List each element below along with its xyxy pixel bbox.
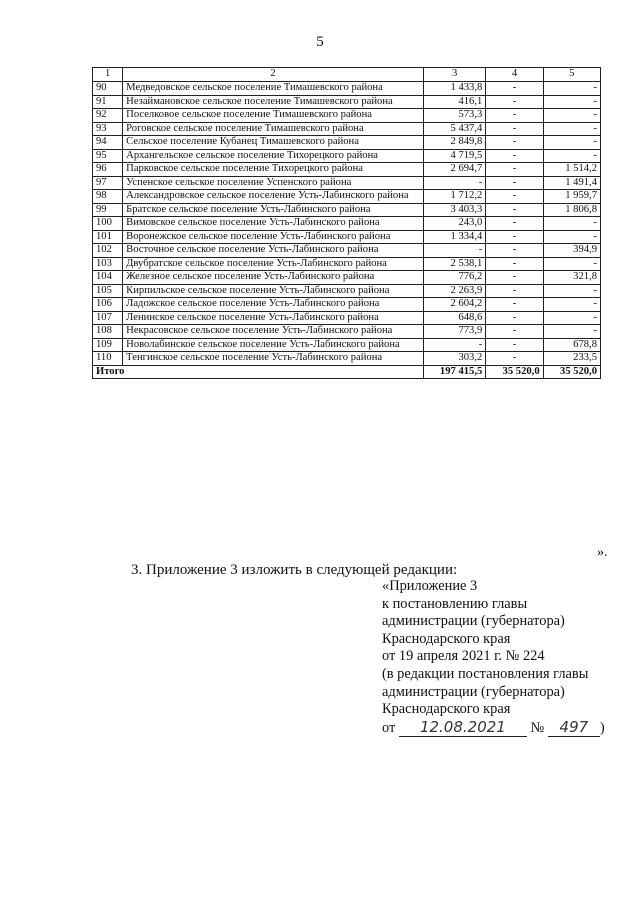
settlement-name: Успенское сельское поселение Успенского района	[123, 176, 424, 190]
col3-value: 573,3	[423, 109, 485, 123]
col5-value: 321,8	[543, 271, 600, 285]
settlement-name: Архангельское сельское поселение Тихорецкого района	[123, 149, 424, 163]
closing-quote: ».	[597, 545, 608, 560]
appendix-line: «Приложение 3	[382, 578, 478, 594]
handwritten-number: 497	[548, 719, 600, 738]
total-col4: 35 520,0	[486, 365, 543, 379]
col5-value: 1 806,8	[543, 203, 600, 217]
col3-value: 2 849,8	[423, 136, 485, 150]
row-number: 103	[93, 257, 123, 271]
row-number: 101	[93, 230, 123, 244]
header-col-4: 4	[486, 68, 543, 82]
settlement-name: Восточное сельское поселение Усть-Лабинского района	[123, 244, 424, 258]
col3-value: 776,2	[423, 271, 485, 285]
table-row	[93, 149, 601, 163]
settlement-name: Братское сельское поселение Усть-Лабинского района	[123, 203, 424, 217]
col4-value: -	[486, 257, 543, 271]
row-number: 99	[93, 203, 123, 217]
total-col3: 197 415,5	[423, 365, 485, 379]
col4-value: -	[486, 298, 543, 312]
table-row	[93, 82, 601, 96]
col3-value: -	[423, 244, 485, 258]
table-row	[93, 257, 601, 271]
col5-value: -	[543, 82, 600, 96]
table-row	[93, 298, 601, 312]
page-number: 5	[316, 34, 324, 50]
col5-value: -	[543, 217, 600, 231]
settlement-name: Железное сельское поселение Усть-Лабинского района	[123, 271, 424, 285]
col4-value: -	[486, 311, 543, 325]
table-row	[93, 176, 601, 190]
appendix-line: от 19 апреля 2021 г. № 224	[382, 648, 545, 665]
settlement-name: Ленинское сельское поселение Усть-Лабинского района	[123, 311, 424, 325]
table-row	[93, 230, 601, 244]
settlement-name: Новолабинское сельское поселение Усть-Лабинского района	[123, 338, 424, 352]
row-number: 95	[93, 149, 123, 163]
col3-value: 2 538,1	[423, 257, 485, 271]
row-number: 104	[93, 271, 123, 285]
row-number: 110	[93, 352, 123, 366]
col3-value: 648,6	[423, 311, 485, 325]
table-row	[93, 217, 601, 231]
row-number: 94	[93, 136, 123, 150]
col5-value: -	[543, 311, 600, 325]
table-row	[93, 244, 601, 258]
row-number: 108	[93, 325, 123, 339]
col4-value: -	[486, 271, 543, 285]
col4-value: -	[486, 352, 543, 366]
appendix-line: администрации (губернатора)	[382, 613, 565, 630]
appendix-line: (в редакции постановления главы	[382, 665, 589, 682]
col5-value: -	[543, 284, 600, 298]
settlement-name: Поселковое сельское поселение Тимашевского района	[123, 109, 424, 123]
settlement-name: Кирпильское сельское поселение Усть-Лабинского района	[123, 284, 424, 298]
row-number: 100	[93, 217, 123, 231]
col4-value: -	[486, 230, 543, 244]
table-row	[93, 109, 601, 123]
row-number: 93	[93, 122, 123, 136]
col3-value: 1 334,4	[423, 230, 485, 244]
settlement-name: Двубратское сельское поселение Усть-Лабинского района	[123, 257, 424, 271]
col5-value: -	[543, 298, 600, 312]
table-row	[93, 203, 601, 217]
amendment-text: 3. Приложение 3 изложить в следующей редакции:	[131, 562, 458, 578]
settlement-name: Медведовское сельское поселение Тимашевского района	[123, 82, 424, 96]
col5-value: 678,8	[543, 338, 600, 352]
col4-value: -	[486, 338, 543, 352]
col5-value: -	[543, 122, 600, 136]
col5-value: 233,5	[543, 352, 600, 366]
col5-value: -	[543, 149, 600, 163]
col5-value: -	[543, 230, 600, 244]
row-number: 105	[93, 284, 123, 298]
col5-value: -	[543, 95, 600, 109]
col5-value: -	[543, 136, 600, 150]
table-row	[93, 163, 601, 177]
appendix-date-line	[382, 719, 632, 738]
appendix-line: Краснодарского края	[382, 630, 511, 647]
col4-value: -	[486, 95, 543, 109]
col4-value: -	[486, 284, 543, 298]
table-row	[93, 122, 601, 136]
row-number: 102	[93, 244, 123, 258]
col4-value: -	[486, 244, 543, 258]
ot-label: от	[382, 719, 396, 736]
settlement-name: Вимовское сельское поселение Усть-Лабинского района	[123, 217, 424, 231]
col4-value: -	[486, 109, 543, 123]
appendix-line: к постановлению главы	[382, 595, 528, 612]
settlement-name: Роговское сельское поселение Тимашевского района	[123, 122, 424, 136]
handwritten-date: 12.08.2021	[399, 719, 527, 738]
table-row	[93, 136, 601, 150]
col4-value: -	[486, 82, 543, 96]
header-col-5: 5	[543, 68, 600, 82]
col3-value: -	[423, 176, 485, 190]
row-number: 96	[93, 163, 123, 177]
budget-table	[92, 67, 601, 379]
appendix-line: администрации (губернатора)	[382, 683, 565, 700]
settlement-name: Ладожское сельское поселение Усть-Лабинского района	[123, 298, 424, 312]
number-label: №	[530, 719, 545, 736]
col5-value: 1 514,2	[543, 163, 600, 177]
header-col-3: 3	[423, 68, 485, 82]
closing-paren: )	[599, 719, 605, 736]
col4-value: -	[486, 190, 543, 204]
table-row	[93, 338, 601, 352]
header-col-2: 2	[123, 68, 424, 82]
row-number: 109	[93, 338, 123, 352]
row-number: 97	[93, 176, 123, 190]
col3-value: 303,2	[423, 352, 485, 366]
col3-value: 773,9	[423, 325, 485, 339]
col4-value: -	[486, 203, 543, 217]
col3-value: 416,1	[423, 95, 485, 109]
table-header-row	[93, 68, 601, 82]
row-number: 91	[93, 95, 123, 109]
settlement-name: Воронежское сельское поселение Усть-Лабинского района	[123, 230, 424, 244]
col5-value: -	[543, 257, 600, 271]
settlement-name: Александровское сельское поселение Усть-Лабинского района	[123, 190, 424, 204]
row-number: 90	[93, 82, 123, 96]
total-col5: 35 520,0	[543, 365, 600, 379]
col3-value: 2 263,9	[423, 284, 485, 298]
table-row	[93, 284, 601, 298]
row-number: 98	[93, 190, 123, 204]
header-col-1: 1	[93, 68, 123, 82]
row-number: 92	[93, 109, 123, 123]
col3-value: -	[423, 338, 485, 352]
col4-value: -	[486, 176, 543, 190]
col3-value: 1 433,8	[423, 82, 485, 96]
table-row	[93, 325, 601, 339]
total-row	[93, 365, 601, 379]
col3-value: 1 712,2	[423, 190, 485, 204]
col4-value: -	[486, 163, 543, 177]
table-row	[93, 352, 601, 366]
settlement-name: Некрасовское сельское поселение Усть-Лабинского района	[123, 325, 424, 339]
col4-value: -	[486, 325, 543, 339]
table-row	[93, 271, 601, 285]
col5-value: -	[543, 109, 600, 123]
settlement-name: Парковское сельское поселение Тихорецкого района	[123, 163, 424, 177]
col4-value: -	[486, 217, 543, 231]
col5-value: -	[543, 325, 600, 339]
col3-value: 3 403,3	[423, 203, 485, 217]
total-label: Итого	[93, 365, 424, 379]
settlement-name: Тенгинское сельское поселение Усть-Лабинского района	[123, 352, 424, 366]
col3-value: 2 694,7	[423, 163, 485, 177]
col5-value: 1 491,4	[543, 176, 600, 190]
table-row	[93, 311, 601, 325]
table-row	[93, 190, 601, 204]
col4-value: -	[486, 136, 543, 150]
col3-value: 4 719,5	[423, 149, 485, 163]
col3-value: 2 604,2	[423, 298, 485, 312]
row-number: 107	[93, 311, 123, 325]
col5-value: 1 959,7	[543, 190, 600, 204]
appendix-header-block	[382, 578, 632, 737]
appendix-line: Краснодарского края	[382, 701, 511, 718]
col3-value: 243,0	[423, 217, 485, 231]
col4-value: -	[486, 149, 543, 163]
row-number: 106	[93, 298, 123, 312]
col3-value: 5 437,4	[423, 122, 485, 136]
settlement-name: Незаймановское сельское поселение Тимашевского района	[123, 95, 424, 109]
col5-value: 394,9	[543, 244, 600, 258]
col4-value: -	[486, 122, 543, 136]
settlement-name: Сельское поселение Кубанец Тимашевского района	[123, 136, 424, 150]
table-row	[93, 95, 601, 109]
